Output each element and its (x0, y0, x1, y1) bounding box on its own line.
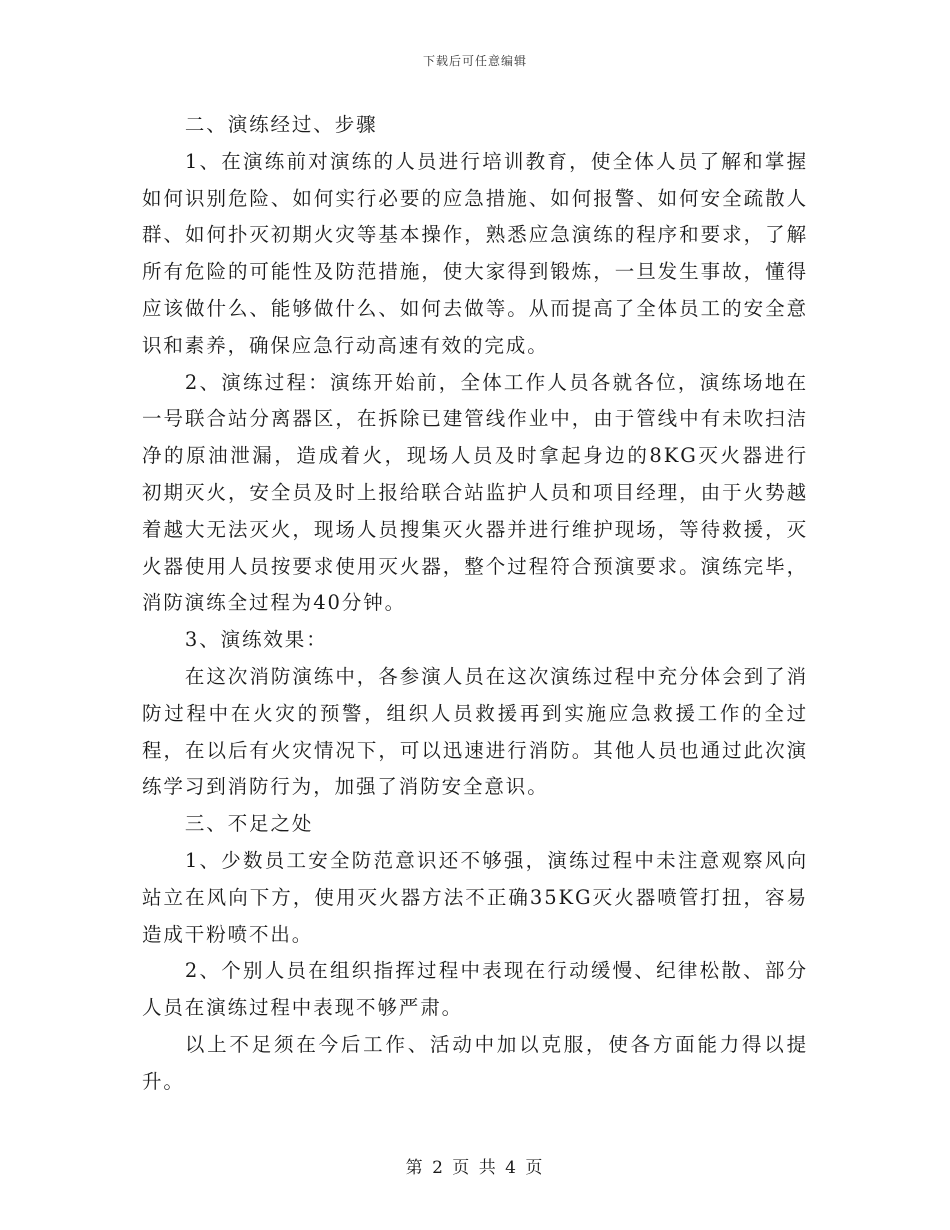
paragraph-training: 1、在演练前对演练的人员进行培训教育，使全体人员了解和掌握如何识别危险、如何实行必要的应急措施、如何报警、如何安全疏散人群、如何扑灭初期火灾等基本操作，熟悉应急演练的程序和要求，了解所有危险的可能性及防范措施，使大家得到锻炼，一旦发生事故，懂得应该做什么、能够做什么、如何去做等。从而提高了全体员工的安全意识和素养，确保应急行动高速有效的完成。 (142, 149, 808, 357)
page-number: 第 2 页 共 4 页 (405, 1158, 545, 1178)
section-heading-drill-effect: 3、演练效果： (184, 628, 328, 652)
document-body (142, 107, 808, 1101)
paragraph-shortcoming-2: 2、个别人员在组织指挥过程中表现在行动缓慢、纪律松散、部分人员在演练过程中表现不够严肃。 (142, 959, 808, 1020)
paragraph-conclusion: 以上不足须在今后工作、活动中加以克服，使各方面能力得以提升。 (142, 1032, 808, 1093)
header-note: 下载后可任意编辑 (422, 54, 527, 68)
section-heading-drill-process: 二、演练经过、步骤 (184, 113, 378, 136)
paragraph-drill-effect: 在这次消防演练中，各参演人员在这次演练过程中充分体会到了消防过程中在火灾的预警，组织人员救援再到实施应急救援工作的全过程，在以后有火灾情况下，可以迅速进行消防。其他人员也通过此次演练学习到消防行为，加强了消防安全意识。 (142, 664, 808, 799)
paragraph-drill-procedure: 2、演练过程：演练开始前，全体工作人员各就各位，演练场地在一号联合站分离器区，在拆除已建管线作业中，由于管线中有未吹扫洁净的原油泄漏，造成着火，现场人员及时拿起身边的8KG灭火器进行初期灭火，安全员及时上报给联合站监护人员和项目经理，由于火势越着越大无法灭火，现场人员搜集灭火器并进行维护现场，等待救援，灭火器使用人员按要求使用灭火器，整个过程符合预演要求。演练完毕，消防演练全过程为40分钟。 (142, 370, 808, 615)
section-heading-shortcomings: 三、不足之处 (184, 812, 314, 836)
paragraph-shortcoming-1: 1、少数员工安全防范意识还不够强，演练过程中未注意观察风向站立在风向下方，使用灭火器方法不正确35KG灭火器喷管打扭，容易造成干粉喷不出。 (142, 848, 808, 946)
